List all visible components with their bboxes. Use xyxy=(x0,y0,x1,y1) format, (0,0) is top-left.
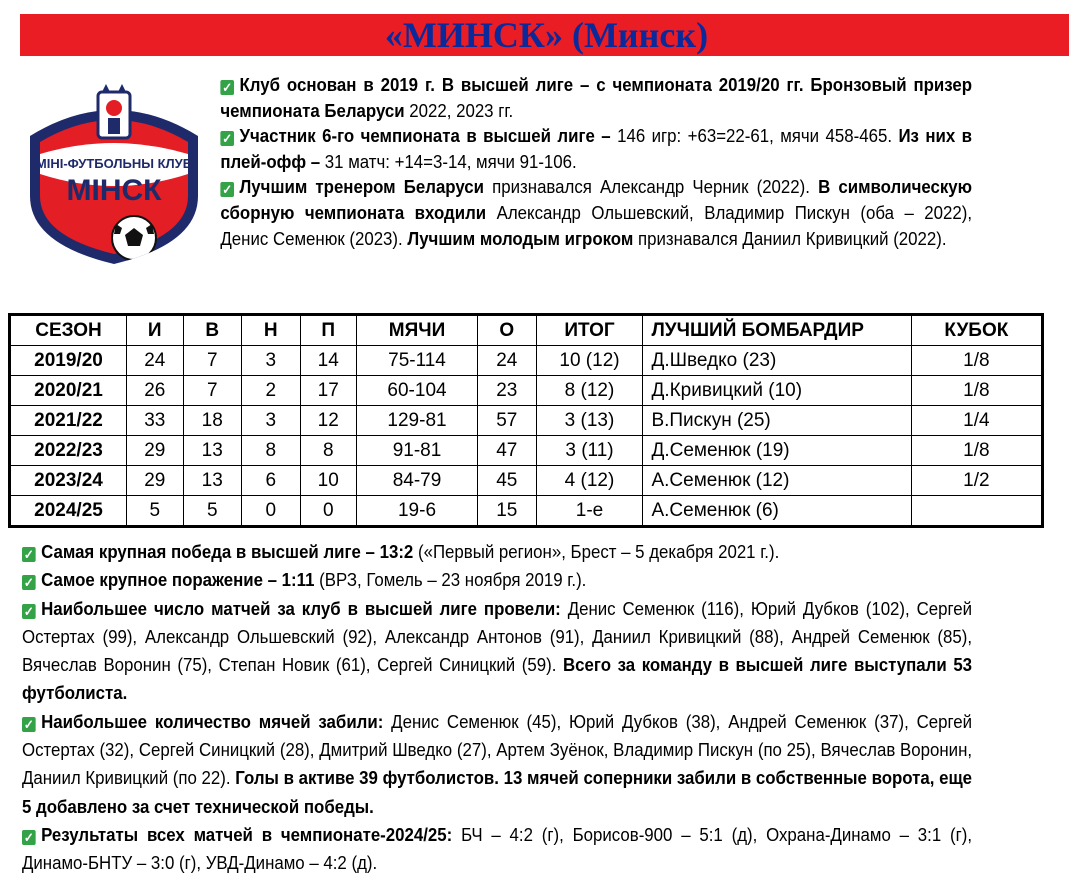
cell-result: 4 (12) xyxy=(536,466,643,496)
cell-goals: 75-114 xyxy=(356,346,477,376)
cell-draws: 0 xyxy=(242,496,301,527)
intro-3-bold-b: В символическую сборную чемпионата входили xyxy=(220,176,973,223)
cell-result: 3 (11) xyxy=(536,436,643,466)
cell-cup: 1/4 xyxy=(911,406,1042,436)
cell-draws: 3 xyxy=(242,346,301,376)
intro-3-bold-a: Лучшим тренером Беларуси xyxy=(239,176,485,198)
cell-losses: 8 xyxy=(300,436,356,466)
cell-games: 26 xyxy=(127,376,183,406)
cell-games: 29 xyxy=(127,436,183,466)
intro-1-text: 2022, 2023 гг. xyxy=(404,99,514,121)
cell-wins: 7 xyxy=(183,376,242,406)
col-losses: П xyxy=(300,315,356,346)
checkmark-icon: ✓ xyxy=(222,131,233,147)
logo-space xyxy=(22,72,220,274)
fact-5-bold: Результаты всех матчей в чемпионате-2024/25: xyxy=(41,823,453,845)
cell-cup: 1/8 xyxy=(911,436,1042,466)
col-draws: Н xyxy=(242,315,301,346)
col-season: СЕЗОН xyxy=(10,315,127,346)
cell-result: 8 (12) xyxy=(536,376,643,406)
cell-losses: 12 xyxy=(300,406,356,436)
fact-most-matches xyxy=(22,595,972,708)
cell-losses: 17 xyxy=(300,376,356,406)
cell-season: 2020/21 xyxy=(10,376,127,406)
cell-cup: 1/8 xyxy=(911,376,1042,406)
intro-2-text-b: 31 матч: +14=3-14, мячи 91-106. xyxy=(320,150,577,172)
logo-ring-text: МІНІ-ФУТБОЛЬНЫ КЛУБ xyxy=(35,156,193,171)
cell-wins: 18 xyxy=(183,406,242,436)
cell-season: 2019/20 xyxy=(10,346,127,376)
checkmark-icon: ✓ xyxy=(222,182,233,198)
intro-3-bold-c: Лучшим молодым игроком xyxy=(407,227,634,249)
cell-goals: 84-79 xyxy=(356,466,477,496)
checkmark-icon: ✓ xyxy=(23,829,34,845)
cell-games: 29 xyxy=(127,466,183,496)
cell-result: 1-е xyxy=(536,496,643,527)
fact-4-bold-a: Наибольшее количество мячей забили: xyxy=(41,710,384,732)
cell-draws: 8 xyxy=(242,436,301,466)
fact-4-text: Денис Семенюк (45), Юрий Дубков (38), Андрей Семенюк (37), Сергей Остертах (32), Сергей Синицкий (28), Дмитрий Шведко (27), Артем Зуёнок, Владимир Пискун (по 25), Вячеслав Воронин, Даниил Кривицкий (по 22). xyxy=(22,710,973,789)
col-games: И xyxy=(127,315,183,346)
col-wins: В xyxy=(183,315,242,346)
cell-season: 2024/25 xyxy=(10,496,127,527)
season-stats-table xyxy=(8,313,1044,528)
table-header-row xyxy=(10,315,1043,346)
cell-top-scorer: Д.Шведко (23) xyxy=(643,346,911,376)
fact-1-bold: Самая крупная победа в высшей лиге – 13:2 xyxy=(41,541,414,562)
cell-goals: 60-104 xyxy=(356,376,477,406)
cell-season: 2023/24 xyxy=(10,466,127,496)
fact-1-text: («Первый регион», Брест – 5 декабря 2021 г.). xyxy=(413,541,780,562)
cell-wins: 7 xyxy=(183,346,242,376)
club-facts xyxy=(22,538,972,878)
cell-top-scorer: Д.Семенюк (19) xyxy=(643,436,911,466)
cell-points: 23 xyxy=(478,376,537,406)
cell-games: 24 xyxy=(127,346,183,376)
cell-top-scorer: Д.Кривицкий (10) xyxy=(643,376,911,406)
cell-wins: 5 xyxy=(183,496,242,527)
table-row xyxy=(10,376,1043,406)
cell-cup xyxy=(911,496,1042,527)
col-points: О xyxy=(478,315,537,346)
cell-cup: 1/2 xyxy=(911,466,1042,496)
checkmark-icon: ✓ xyxy=(23,547,34,562)
cell-draws: 3 xyxy=(242,406,301,436)
intro-3-text-b: Александр Ольшевский, Владимир Пискун (оба – 2022), Денис Семенюк (2023). xyxy=(220,201,973,249)
intro-3-text-c: признавался Даниил Кривицкий (2022). xyxy=(633,227,947,249)
cell-losses: 10 xyxy=(300,466,356,496)
cell-wins: 13 xyxy=(183,436,242,466)
cell-top-scorer: В.Пискун (25) xyxy=(643,406,911,436)
cell-result: 3 (13) xyxy=(536,406,643,436)
cell-season: 2021/22 xyxy=(10,406,127,436)
table-row xyxy=(10,466,1043,496)
cell-points: 47 xyxy=(478,436,537,466)
fact-2-bold: Самое крупное поражение – 1:11 xyxy=(41,569,315,591)
cell-points: 15 xyxy=(478,496,537,527)
checkmark-icon: ✓ xyxy=(23,575,34,591)
cell-points: 24 xyxy=(478,346,537,376)
table-row xyxy=(10,496,1043,527)
cell-top-scorer: А.Семенюк (12) xyxy=(643,466,911,496)
cell-points: 57 xyxy=(478,406,537,436)
col-result: ИТОГ xyxy=(536,315,643,346)
fact-biggest-loss xyxy=(22,566,972,594)
cell-draws: 6 xyxy=(242,466,301,496)
cell-goals: 91-81 xyxy=(356,436,477,466)
cell-losses: 14 xyxy=(300,346,356,376)
checkmark-icon: ✓ xyxy=(23,716,34,732)
fact-top-scorers xyxy=(22,708,972,821)
intro-1-bold: Клуб основан в 2019 г. В высшей лиге – с чемпионата 2019/20 гг. Бронзовый призер чемпионата Беларуси xyxy=(220,74,973,121)
table-row xyxy=(10,406,1043,436)
col-top-scorer: ЛУЧШИЙ БОМБАРДИР xyxy=(643,315,911,346)
fact-3-bold-a: Наибольшее число матчей за клуб в высшей лиге провели: xyxy=(41,597,561,619)
table-row xyxy=(10,436,1043,466)
cell-result: 10 (12) xyxy=(536,346,643,376)
club-intro xyxy=(22,72,972,274)
cell-points: 45 xyxy=(478,466,537,496)
col-cup: КУБОК xyxy=(911,315,1042,346)
fact-3-bold-b: Всего за команду в высшей лиге выступали 53 футболиста. xyxy=(22,654,973,704)
intro-2-bold-a: Участник 6-го чемпионата в высшей лиге – xyxy=(239,125,611,147)
cell-top-scorer: А.Семенюк (6) xyxy=(643,496,911,527)
logo-name-text: МІНСК xyxy=(66,174,162,207)
cell-games: 5 xyxy=(127,496,183,527)
page-title: «МИНСК» (Минск) xyxy=(20,14,1069,56)
cell-goals: 19-6 xyxy=(356,496,477,527)
table-row xyxy=(10,346,1043,376)
fact-3-text: Денис Семенюк (116), Юрий Дубков (102), Сергей Остертах (99), Александр Ольшевский (92), Александр Антонов (91), Даниил Кривицкий (88), Андрей Семенюк (85), Вячеслав Воронин (75), Степан Новик (61), Сергей Синицкий (59). xyxy=(22,597,973,676)
intro-2-text-a: 146 игр: +63=22-61, мячи 458-465. xyxy=(610,125,899,147)
col-goals: МЯЧИ xyxy=(356,315,477,346)
cell-wins: 13 xyxy=(183,466,242,496)
fact-4-bold-b: Голы в активе 39 футболистов. 13 мячей соперники забили в собственные ворота, еще 5 добавлено за счет технической победы. xyxy=(22,767,973,817)
fact-2-text: (ВРЗ, Гомель – 23 ноября 2019 г.). xyxy=(314,569,587,591)
fact-5-text: БЧ – 4:2 (г), Борисов-900 – 5:1 (д), Охрана-Динамо – 3:1 (г), Динамо-БНТУ – 3:0 (г), УВД-Динамо – 4:2 (д). xyxy=(22,823,973,874)
cell-draws: 2 xyxy=(242,376,301,406)
cell-losses: 0 xyxy=(300,496,356,527)
cell-season: 2022/23 xyxy=(10,436,127,466)
cell-goals: 129-81 xyxy=(356,406,477,436)
cell-games: 33 xyxy=(127,406,183,436)
cell-cup: 1/8 xyxy=(911,346,1042,376)
intro-2-bold-b: Из них в плей-офф – xyxy=(220,125,973,172)
intro-3-text-a: признавался Александр Черник (2022). xyxy=(484,176,819,198)
fact-biggest-win xyxy=(22,538,972,566)
fact-season-results xyxy=(22,821,972,878)
checkmark-icon: ✓ xyxy=(222,80,233,95)
checkmark-icon: ✓ xyxy=(23,603,34,619)
